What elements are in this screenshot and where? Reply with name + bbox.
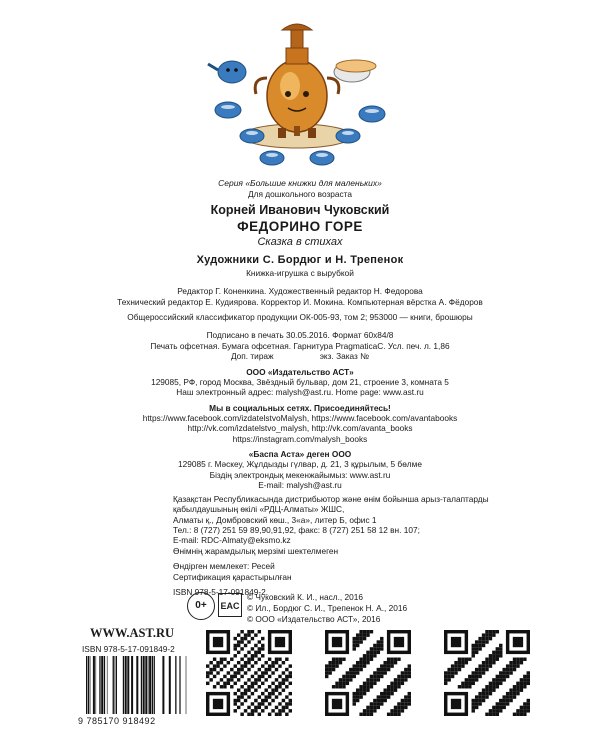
age-group-line: Для дошкольного возраста [248,188,352,199]
isbn-line: ISBN 978-5-17-091849-2. [173,586,269,597]
publisher-contacts: Наш электронный адрес: malysh@ast.ru. Home page: www.ast.ru [176,387,424,398]
svg-text:EAC: EAC [220,601,240,611]
kz-distributor-1: Қазақстан Республикасында дистрибьютор және өнім бойынша арыз-талаптарды [173,494,489,504]
barcode-digits: 9 785170 918492 [78,716,156,726]
origin-line-1: Өндірген мемлекет: Ресей [173,561,275,572]
social-heading: Мы в социальных сетях. Присоединяйтесь! [209,402,391,413]
copyright-line-2: © Ил., Бордюг С. И., Трепенок Н. А., 2016 [247,602,408,613]
format-note: Книжка-игрушка с вырубкой [246,267,354,278]
editors-line-2: Технический редактор Е. Кудиярова. Корректор И. Мокина. Компьютерная вёрстка А. Фёдоров [117,296,483,307]
kz-distributor-5: E-mail: RDC-Almaty@eksmo.kz [173,535,291,546]
social-link-3: https://instagram.com/malysh_books [232,433,368,444]
author-name: Корней Иванович Чуковский [210,202,390,217]
barcode-icon [84,656,189,714]
artists-line: Художники С. Бордюг и Н. Трепенок [196,254,404,267]
publisher-address: 129085, РФ, город Москва, Звёздный бульвар, дом 21, строение 3, комната 5 [151,376,449,387]
print-info-2: Печать офсетная. Бумага офсетная. Гарнитура PragmaticaC. Усл. печ. л. 1,86 [150,340,450,351]
barcode-isbn-label: ISBN 978-5-17-091849-2 [82,644,175,654]
qr-code-icon [444,630,530,716]
book-title: ФЕДОРИНО ГОРЕ [237,218,363,234]
kz-distributor-2: қабылдаушының өкілі «РДЦ-Алматы» ЖШС, [173,504,345,515]
origin-line-2: Сертификация қарастырылған [173,571,292,582]
samovar-illustration [190,8,405,168]
eac-mark-icon [218,593,242,617]
kz-publisher-address: 129085 г. Мәскеу, Жұлдызды гүлвар, д. 21, 3 құрылым, 5 бөлме [178,459,422,470]
distributor-block [173,494,489,597]
book-subtitle: Сказка в стихах [257,236,343,249]
copyright-line-1: © Чуковский К. И., насл., 2016 [247,592,363,602]
kz-publisher-email: E-mail: malysh@ast.ru [258,480,342,491]
kz-distributor-6: Өнімнің жарамдылық мерзімі шектелмеген [173,545,339,556]
qr-code-icon [325,630,411,716]
qr-code-icon [206,630,292,716]
kz-publisher-site: Біздің электрондық мекенжайымыз: www.ast.ru [209,469,391,480]
kz-distributor-3: Алматы қ., Домбровский көш., 3«а», литер Б, офис 1 [173,514,377,525]
site-url: WWW.AST.RU [90,626,175,640]
kz-distributor-4: Тел.: 8 (727) 251 59 89,90,91,92, факс: 8 (727) 251 58 12 вн. 107; [173,525,420,536]
social-link-2: http://vk.com/izdatelstvo_malysh, http://vk.com/avanta_books [187,423,413,434]
print-info-1: Подписано в печать 30.05.2016. Формат 60х84/8 [206,330,394,341]
series-line: Серия «Большие книжки для маленьких» [218,178,382,188]
print-info-3: Доп. тираж экз. Заказ № [230,351,370,362]
editors-line-1: Редактор Г. Коненкина. Художественный редактор Н. Федорова [177,286,423,297]
copyright-line-3: © ООО «Издательство АСТ», 2016 [247,613,381,624]
imprint-block [0,178,600,490]
social-link-1: https://www.facebook.com/izdatelstvoMalysh, https://www.facebook.com/avantabooks [142,412,458,423]
age-rating-badge: 0+ [187,592,215,620]
publisher-name: ООО «Издательство АСТ» [246,366,354,377]
copyright-block [247,592,407,624]
kz-publisher-name: «Баспа Аста» деген ООО [248,449,352,460]
classifier-line: Общероссийский классификатор продукции ОК-005-93, том 2; 953000 — книги, брошюры [127,312,473,323]
